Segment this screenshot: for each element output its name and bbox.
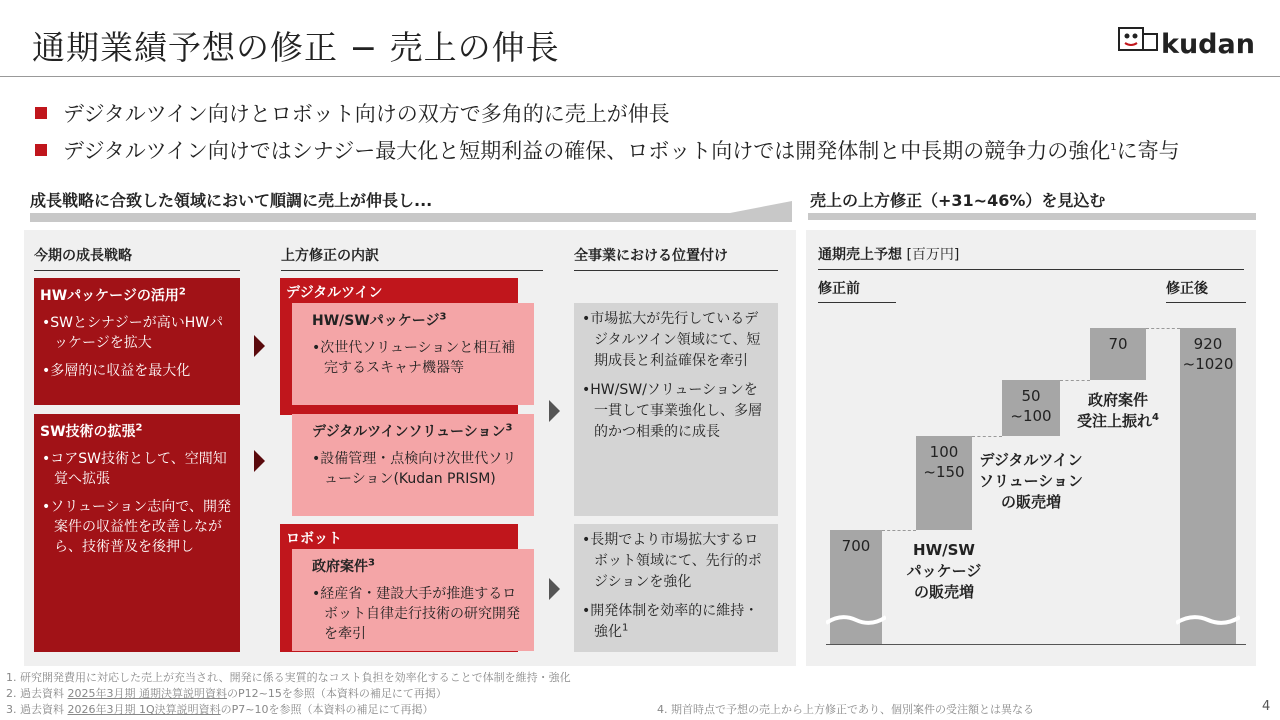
bar-before: 700 [830, 530, 882, 644]
col-header-breakdown: 上方修正の内訳 [281, 245, 543, 271]
label-hwsw: HW/SW パッケージ の販売増 [906, 541, 982, 601]
strategy-sw-tech [34, 414, 240, 652]
list-item: •開発体制を効率的に維持・強化$^1$ [582, 603, 759, 640]
page-title: 通期業績予想の修正 − 売上の伸長 [32, 28, 560, 67]
list-item: •ソリューション志向で、開発案件の収益性を改善しながら、技術普及を後押し [42, 499, 231, 555]
chevron-right-icon [254, 335, 265, 357]
page-number: 4 [1262, 699, 1271, 714]
footnote-3-link[interactable]: 2026年3月期 1Q決算説明資料 [67, 703, 221, 716]
chevron-right-icon [254, 450, 265, 472]
list-item: •設備管理・点検向け次世代ソリューション(Kudan PRISM) [312, 451, 517, 487]
connector-line [1146, 328, 1180, 329]
positioning-digital-twin [574, 303, 778, 516]
strategy-hw-package [34, 278, 240, 405]
right-section-bar [808, 213, 1256, 220]
svg-text:kudan: kudan [1161, 29, 1255, 60]
label-gov-project: 政府案件 受注上振れ$^4$ [1077, 391, 1159, 430]
list-item: •次世代ソリューションと相互補完するスキャナ機器等 [312, 340, 516, 376]
footnote-2-link[interactable]: 2025年3月期 通期決算説明資料 [67, 687, 227, 700]
digital-twin-group: デジタルツイン [280, 278, 518, 415]
positioning-robot [574, 524, 778, 652]
list-item: •長期でより市場拡大するロボット領域にて、先行的ポジションを強化 [582, 532, 762, 590]
bullet-square-icon [35, 144, 47, 156]
breakdown-gov-project: 政府案件$^3$ •経産省・建設大手が推進するロボット自律走行技術の研究開発を牽引 [292, 549, 534, 651]
connector-line [972, 436, 1002, 437]
col-header-positioning: 全事業における位置付け [574, 245, 778, 271]
bar-dt-increase: 50 ~100 [1002, 380, 1060, 436]
connector-line [1060, 380, 1090, 381]
strategy-title: SW技術の拡張$^2$ [40, 422, 143, 440]
right-section-title: 売上の上方修正（+31~46%）を見込む [810, 191, 1106, 210]
chevron-right-icon [549, 578, 560, 600]
section-arrow-tip [730, 201, 792, 213]
breakdown-hwsw-package: HW/SWパッケージ$^3$ •次世代ソリューションと相互補完するスキャナ機器等 [292, 303, 534, 405]
footnote-1: 1. 研究開発費用に対応した売上が充当され、開発に係る実質的なコスト負担を効率化することで体制を維持・強化 [6, 671, 571, 684]
label-dt-solution: デジタルツイン ソリューション の販売増 [979, 451, 1083, 511]
after-label: 修正後 [1166, 278, 1246, 303]
chart-baseline [826, 644, 1246, 645]
bar-hwsw-increase: 100 ~150 [916, 436, 972, 530]
title-divider [0, 76, 1280, 77]
strategy-title: HWパッケージの活用$^2$ [40, 286, 186, 304]
list-item: •SWとシナジーが高いHWパッケージを拡大 [42, 315, 224, 351]
footnote-4: 4. 期首時点で予想の売上から上方修正であり、個別案件の受注額とは異なる [657, 703, 1034, 716]
footnote-2: 2. 過去資料 2025年3月期 通期決算説明資料のP12~15を参照（本資料の補足にて再掲） [6, 687, 447, 700]
bullet-square-icon [35, 107, 47, 119]
chart-title: 通期売上予想 [百万円] [818, 244, 1244, 270]
left-section-title: 成長戦略に合致した領域において順調に売上が伸長し... [30, 191, 433, 210]
col-header-strategy: 今期の成長戦略 [34, 245, 240, 271]
summary-bullet-2: デジタルツイン向けではシナジー最大化と短期利益の確保、ロボット向けでは開発体制と中長期の競争力の強化$^1$に寄与 [35, 135, 1180, 165]
axis-break-icon [1176, 612, 1240, 626]
bar-gov-increase: 70 [1090, 328, 1146, 380]
list-item: •HW/SW/ソリューションを一貫して事業強化し、多層的かつ相乗的に成長 [582, 382, 762, 440]
axis-break-icon [826, 612, 886, 626]
list-item: •市場拡大が先行しているデジタルツイン領域にて、短期成長と利益確保を牽引 [582, 311, 761, 369]
chevron-right-icon [549, 400, 560, 422]
before-label: 修正前 [818, 278, 896, 303]
list-item: •コアSW技術として、空間知覚へ拡張 [42, 451, 227, 487]
list-item: •多層的に収益を最大化 [42, 363, 191, 379]
breakdown-dt-solution: デジタルツインソリューション$^3$ •設備管理・点検向け次世代ソリューション(Kudan PRISM) [292, 414, 534, 516]
list-item: •経産省・建設大手が推進するロボット自律走行技術の研究開発を牽引 [312, 586, 520, 642]
connector-line [882, 530, 916, 531]
footnote-3: 3. 過去資料 2026年3月期 1Q決算説明資料のP7~10を参照（本資料の補足にて再掲） [6, 703, 434, 716]
summary-bullet-1: デジタルツイン向けとロボット向けの双方で多角的に売上が伸長 [35, 98, 670, 128]
bar-after: 920 ~1020 [1180, 328, 1236, 644]
kudan-logo [1115, 22, 1265, 62]
section-arrow-bar [30, 213, 792, 222]
robot-group: ロボット [280, 524, 518, 652]
